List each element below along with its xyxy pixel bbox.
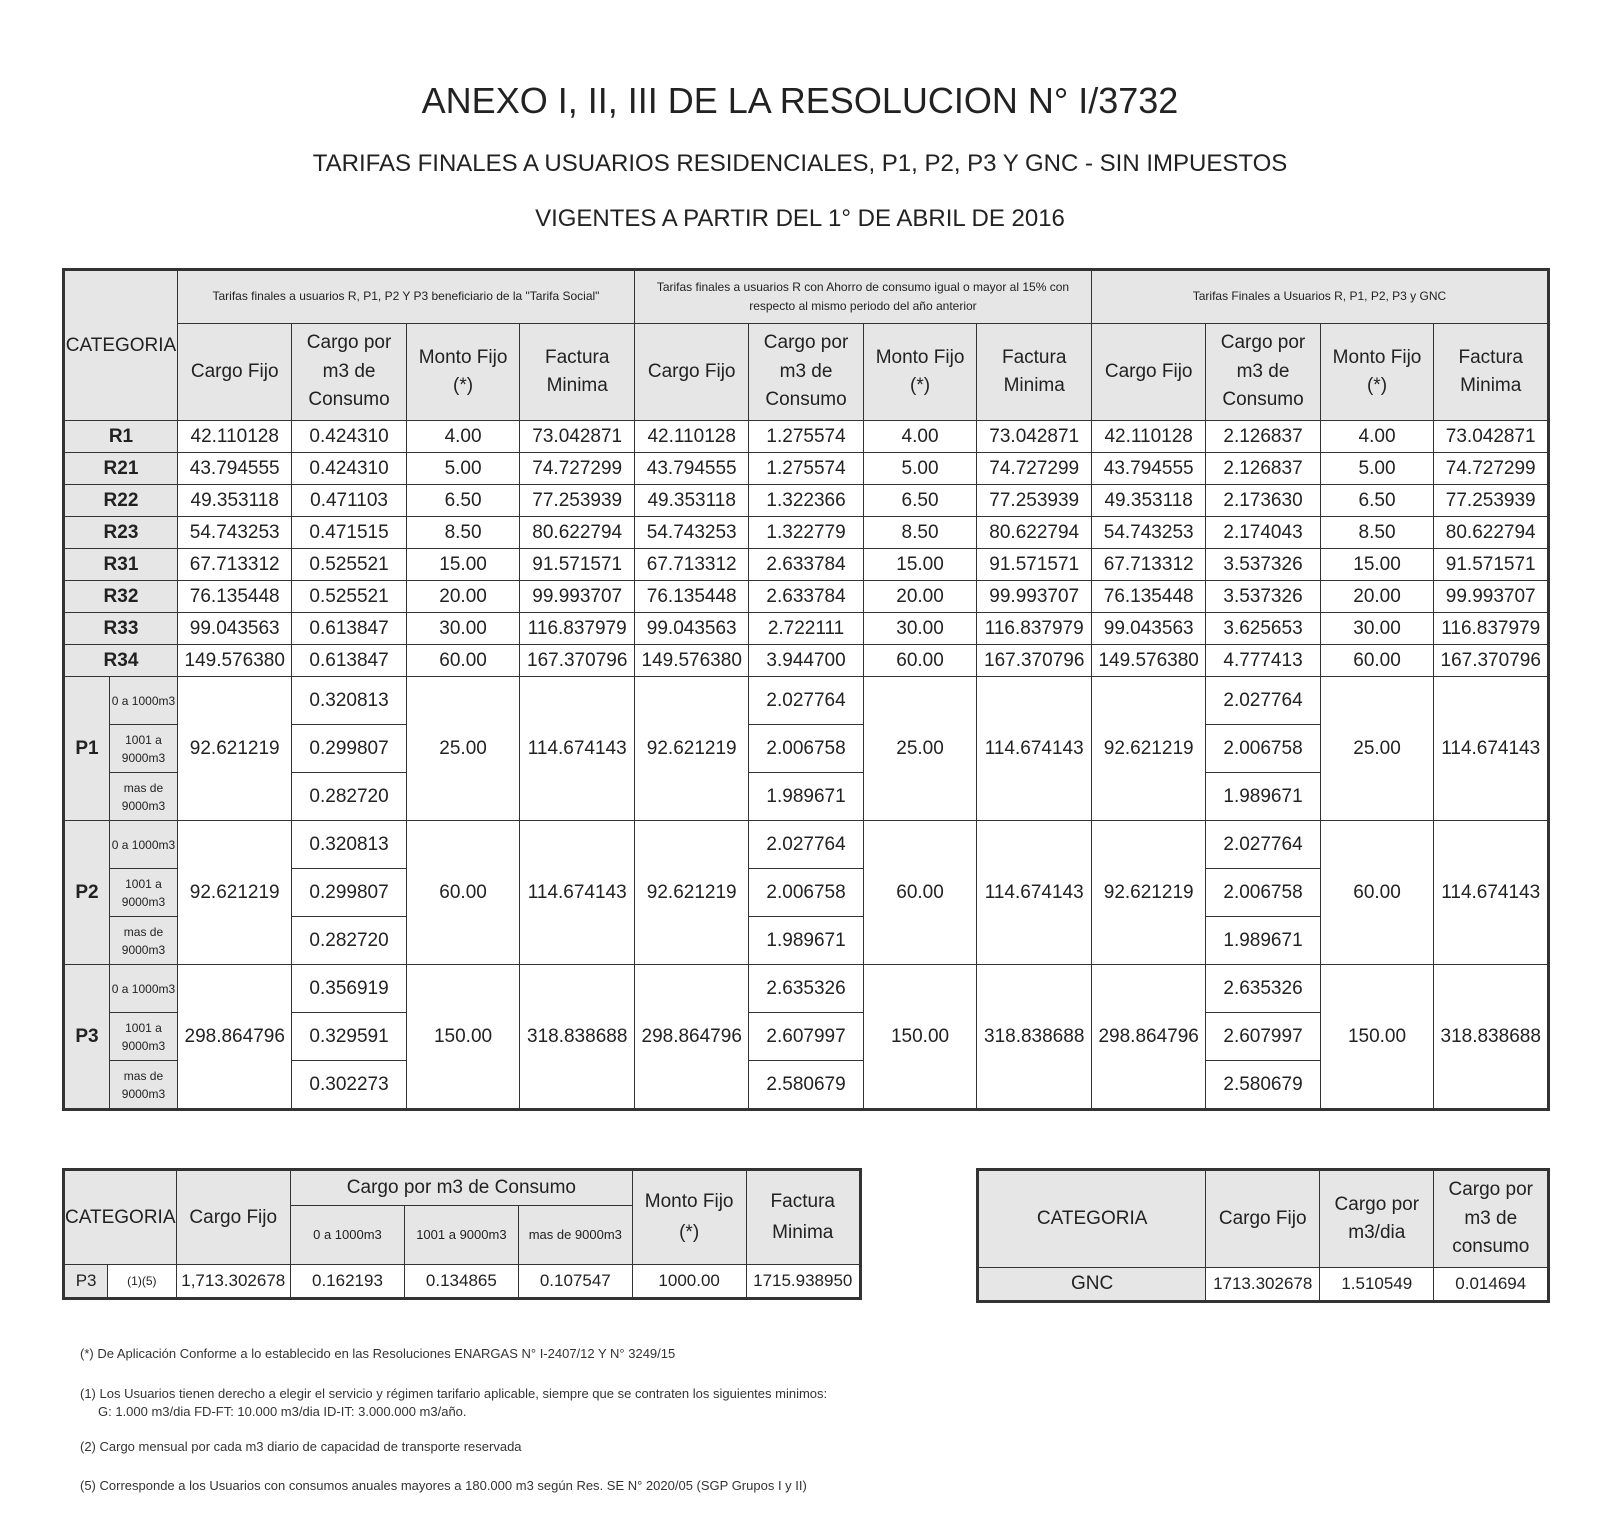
cell-value: 49.353118 bbox=[177, 485, 291, 517]
cell-value: 1715.938950 bbox=[746, 1265, 860, 1299]
column-header: Cargo Fijo bbox=[1091, 324, 1205, 421]
cell-value: 99.993707 bbox=[520, 581, 634, 613]
cell-value: 67.713312 bbox=[1091, 549, 1205, 581]
footnote: (*) De Aplicación Conforme a lo establecido en las Resoluciones ENARGAS N° I-2407/12 Y N° 3249/15 bbox=[80, 1346, 676, 1361]
cell-value: 0.525521 bbox=[292, 581, 406, 613]
cell-value: 0.299807 bbox=[292, 869, 406, 917]
cell-value: 0.162193 bbox=[291, 1265, 405, 1299]
range-label: 0 a 1000m3 bbox=[109, 821, 177, 869]
cell-value: 0.320813 bbox=[292, 677, 406, 725]
cell-value: 1,713.302678 bbox=[176, 1265, 291, 1299]
cell-value: 15.00 bbox=[863, 549, 977, 581]
cell-value: 54.743253 bbox=[177, 517, 291, 549]
cell-value: 114.674143 bbox=[977, 821, 1091, 965]
cell-value: 1.989671 bbox=[749, 773, 863, 821]
p3-special-table bbox=[62, 1168, 862, 1300]
cell-value: 8.50 bbox=[863, 517, 977, 549]
cell-value: 0.107547 bbox=[518, 1265, 632, 1299]
range-header: mas de 9000m3 bbox=[518, 1206, 632, 1265]
table-row bbox=[64, 821, 1549, 869]
cell-value: 0.014694 bbox=[1434, 1268, 1549, 1302]
cell-value: 60.00 bbox=[1320, 821, 1434, 965]
category-label: R22 bbox=[64, 485, 178, 517]
group-header-ahorro: Tarifas finales a usuarios R con Ahorro de consumo igual o mayor al 15% con respecto al mismo periodo del año anterior bbox=[634, 270, 1091, 324]
cell-value: 25.00 bbox=[863, 677, 977, 821]
cell-value: 30.00 bbox=[406, 613, 520, 645]
cell-value: 80.622794 bbox=[977, 517, 1091, 549]
cell-value: 2.027764 bbox=[749, 821, 863, 869]
cell-value: 2.126837 bbox=[1206, 421, 1320, 453]
cell-value: 116.837979 bbox=[520, 613, 634, 645]
cell-value: 2.006758 bbox=[1206, 869, 1320, 917]
cell-value: 167.370796 bbox=[520, 645, 634, 677]
cell-value: 0.471515 bbox=[292, 517, 406, 549]
cell-value: 60.00 bbox=[406, 645, 520, 677]
cell-value: 74.727299 bbox=[1434, 453, 1549, 485]
cell-value: 114.674143 bbox=[1434, 821, 1549, 965]
cell-value: 150.00 bbox=[863, 965, 977, 1110]
cell-value: 2.174043 bbox=[1206, 517, 1320, 549]
cell-value: 99.993707 bbox=[977, 581, 1091, 613]
cell-value: 92.621219 bbox=[634, 821, 748, 965]
cell-value: 2.006758 bbox=[749, 869, 863, 917]
cell-value: 2.006758 bbox=[749, 725, 863, 773]
cell-value: 318.838688 bbox=[1434, 965, 1549, 1110]
cell-value: 42.110128 bbox=[177, 421, 291, 453]
cell-value: 43.794555 bbox=[634, 453, 748, 485]
footnote: (1) Los Usuarios tienen derecho a elegir el servicio y régimen tarifario aplicable, siempre que se contraten los siguientes minimos: bbox=[80, 1386, 828, 1401]
cell-value: 116.837979 bbox=[1434, 613, 1549, 645]
group-header-tarifas-finales: Tarifas Finales a Usuarios R, P1, P2, P3 y GNC bbox=[1091, 270, 1548, 324]
cell-value: 149.576380 bbox=[634, 645, 748, 677]
cell-value: 3.944700 bbox=[749, 645, 863, 677]
gnc-table bbox=[976, 1168, 1550, 1303]
cell-value: 91.571571 bbox=[520, 549, 634, 581]
category-label: GNC bbox=[978, 1268, 1206, 1302]
range-label: mas de 9000m3 bbox=[109, 773, 177, 821]
cell-value: 43.794555 bbox=[1091, 453, 1205, 485]
cell-value: 42.110128 bbox=[634, 421, 748, 453]
footnote: G: 1.000 m3/dia FD-FT: 10.000 m3/dia ID-IT: 3.000.000 m3/año. bbox=[98, 1404, 467, 1419]
cell-value: 73.042871 bbox=[977, 421, 1091, 453]
category-label: P1 bbox=[64, 677, 110, 821]
range-header: 1001 a 9000m3 bbox=[404, 1206, 518, 1265]
range-header: 0 a 1000m3 bbox=[291, 1206, 405, 1265]
cell-value: 1.989671 bbox=[1206, 917, 1320, 965]
column-header: Cargo por m3 de Consumo bbox=[1206, 324, 1320, 421]
cell-value: 80.622794 bbox=[1434, 517, 1549, 549]
cell-value: 91.571571 bbox=[1434, 549, 1549, 581]
range-label: 0 a 1000m3 bbox=[109, 965, 177, 1013]
cargo-dia-header: Cargo por m3/dia bbox=[1320, 1170, 1434, 1268]
cell-value: 43.794555 bbox=[177, 453, 291, 485]
cell-value: 6.50 bbox=[863, 485, 977, 517]
cell-value: 0.424310 bbox=[292, 453, 406, 485]
cell-value: 76.135448 bbox=[177, 581, 291, 613]
cell-value: 150.00 bbox=[406, 965, 520, 1110]
range-label: 1001 a 9000m3 bbox=[109, 725, 177, 773]
cell-value: 73.042871 bbox=[520, 421, 634, 453]
column-header: Factura Minima bbox=[977, 324, 1091, 421]
cell-value: 8.50 bbox=[1320, 517, 1434, 549]
categoria-header: CATEGORIA bbox=[64, 270, 178, 421]
cell-value: 2.635326 bbox=[749, 965, 863, 1013]
cell-value: 2.027764 bbox=[1206, 821, 1320, 869]
cell-value: 2.607997 bbox=[1206, 1013, 1320, 1061]
cargo-consumo-header: Cargo por m3 de Consumo bbox=[291, 1170, 633, 1206]
cell-value: 30.00 bbox=[1320, 613, 1434, 645]
cell-value: 77.253939 bbox=[1434, 485, 1549, 517]
cargo-fijo-header: Cargo Fijo bbox=[1206, 1170, 1320, 1268]
cell-value: 20.00 bbox=[1320, 581, 1434, 613]
category-label: R32 bbox=[64, 581, 178, 613]
cell-value: 1.322779 bbox=[749, 517, 863, 549]
cell-value: 5.00 bbox=[1320, 453, 1434, 485]
cell-value: 318.838688 bbox=[520, 965, 634, 1110]
tariff-table bbox=[62, 268, 1550, 1111]
cell-value: 0.525521 bbox=[292, 549, 406, 581]
cell-value: 2.027764 bbox=[1206, 677, 1320, 725]
cell-value: 77.253939 bbox=[520, 485, 634, 517]
cell-value: 30.00 bbox=[863, 613, 977, 645]
cell-value: 5.00 bbox=[406, 453, 520, 485]
range-label: 1001 a 9000m3 bbox=[109, 1013, 177, 1061]
cell-value: 6.50 bbox=[406, 485, 520, 517]
cell-value: 1000.00 bbox=[632, 1265, 746, 1299]
cell-value: 0.356919 bbox=[292, 965, 406, 1013]
monto-fijo-header: Monto Fijo (*) bbox=[632, 1170, 746, 1265]
category-label: R31 bbox=[64, 549, 178, 581]
category-label: R23 bbox=[64, 517, 178, 549]
cell-value: 149.576380 bbox=[177, 645, 291, 677]
cell-value: 318.838688 bbox=[977, 965, 1091, 1110]
cell-value: 3.537326 bbox=[1206, 549, 1320, 581]
cell-value: 20.00 bbox=[406, 581, 520, 613]
column-header: Cargo por m3 de Consumo bbox=[749, 324, 863, 421]
cell-value: 0.134865 bbox=[404, 1265, 518, 1299]
cell-value: 92.621219 bbox=[1091, 821, 1205, 965]
cell-value: 4.777413 bbox=[1206, 645, 1320, 677]
cell-value: 60.00 bbox=[1320, 645, 1434, 677]
column-header: Factura Minima bbox=[1434, 324, 1549, 421]
cell-value: 20.00 bbox=[863, 581, 977, 613]
table-row bbox=[64, 421, 1549, 453]
cell-value: 3.537326 bbox=[1206, 581, 1320, 613]
table-row bbox=[64, 517, 1549, 549]
cargo-fijo-header: Cargo Fijo bbox=[176, 1170, 291, 1265]
category-label: R21 bbox=[64, 453, 178, 485]
table-row bbox=[64, 965, 1549, 1013]
cell-value: 167.370796 bbox=[1434, 645, 1549, 677]
cell-value: 3.625653 bbox=[1206, 613, 1320, 645]
column-header: Cargo Fijo bbox=[177, 324, 291, 421]
category-label: R34 bbox=[64, 645, 178, 677]
cell-value: 2.635326 bbox=[1206, 965, 1320, 1013]
category-label: P3 bbox=[64, 965, 110, 1110]
cell-value: 99.043563 bbox=[177, 613, 291, 645]
range-label: mas de 9000m3 bbox=[109, 1061, 177, 1110]
cell-value: 1.989671 bbox=[1206, 773, 1320, 821]
cell-value: 1.275574 bbox=[749, 453, 863, 485]
cell-value: 0.282720 bbox=[292, 773, 406, 821]
cell-value: 25.00 bbox=[1320, 677, 1434, 821]
cell-value: 92.621219 bbox=[177, 821, 291, 965]
cell-value: 76.135448 bbox=[634, 581, 748, 613]
cell-value: 92.621219 bbox=[1091, 677, 1205, 821]
cell-value: 150.00 bbox=[1320, 965, 1434, 1110]
cell-value: 60.00 bbox=[863, 821, 977, 965]
cell-value: 2.633784 bbox=[749, 549, 863, 581]
cell-value: 1713.302678 bbox=[1206, 1268, 1320, 1302]
column-header: Factura Minima bbox=[520, 324, 634, 421]
column-header: Monto Fijo (*) bbox=[1320, 324, 1434, 421]
cell-value: 114.674143 bbox=[520, 677, 634, 821]
column-header: Cargo por m3 de Consumo bbox=[292, 324, 406, 421]
cell-value: 91.571571 bbox=[977, 549, 1091, 581]
cell-value: 2.126837 bbox=[1206, 453, 1320, 485]
note-ref: (1)(5) bbox=[108, 1265, 176, 1299]
cell-value: 54.743253 bbox=[634, 517, 748, 549]
column-header: Cargo Fijo bbox=[634, 324, 748, 421]
cell-value: 15.00 bbox=[406, 549, 520, 581]
cell-value: 2.607997 bbox=[749, 1013, 863, 1061]
cell-value: 42.110128 bbox=[1091, 421, 1205, 453]
cell-value: 298.864796 bbox=[1091, 965, 1205, 1110]
cell-value: 67.713312 bbox=[177, 549, 291, 581]
cell-value: 0.282720 bbox=[292, 917, 406, 965]
cell-value: 4.00 bbox=[406, 421, 520, 453]
category-label: R33 bbox=[64, 613, 178, 645]
validity-date: VIGENTES A PARTIR DEL 1° DE ABRIL DE 2016 bbox=[535, 205, 1065, 232]
cell-value: 77.253939 bbox=[977, 485, 1091, 517]
table-row bbox=[64, 485, 1549, 517]
cell-value: 54.743253 bbox=[1091, 517, 1205, 549]
cell-value: 5.00 bbox=[863, 453, 977, 485]
cell-value: 8.50 bbox=[406, 517, 520, 549]
group-header-tarifa-social: Tarifas finales a usuarios R, P1, P2 Y P3 beneficiario de la "Tarifa Social" bbox=[177, 270, 634, 324]
range-label: mas de 9000m3 bbox=[109, 917, 177, 965]
table-row bbox=[64, 613, 1549, 645]
table-row bbox=[64, 677, 1549, 725]
categoria-header: CATEGORIA bbox=[64, 1170, 177, 1265]
cell-value: 298.864796 bbox=[177, 965, 291, 1110]
cell-value: 298.864796 bbox=[634, 965, 748, 1110]
cell-value: 60.00 bbox=[406, 821, 520, 965]
factura-minima-header: Factura Minima bbox=[746, 1170, 860, 1265]
cell-value: 99.043563 bbox=[634, 613, 748, 645]
cell-value: 74.727299 bbox=[520, 453, 634, 485]
range-label: 0 a 1000m3 bbox=[109, 677, 177, 725]
cell-value: 0.299807 bbox=[292, 725, 406, 773]
table-row bbox=[64, 581, 1549, 613]
cell-value: 114.674143 bbox=[520, 821, 634, 965]
cell-value: 73.042871 bbox=[1434, 421, 1549, 453]
cell-value: 0.302273 bbox=[292, 1061, 406, 1110]
cell-value: 0.329591 bbox=[292, 1013, 406, 1061]
cell-value: 0.613847 bbox=[292, 645, 406, 677]
cell-value: 2.580679 bbox=[1206, 1061, 1320, 1110]
cell-value: 2.722111 bbox=[749, 613, 863, 645]
cell-value: 2.633784 bbox=[749, 581, 863, 613]
footnote: (2) Cargo mensual por cada m3 diario de capacidad de transporte reservada bbox=[80, 1439, 522, 1454]
cell-value: 76.135448 bbox=[1091, 581, 1205, 613]
page-title: ANEXO I, II, III DE LA RESOLUCION N° I/3732 bbox=[421, 80, 1179, 121]
cell-value: 167.370796 bbox=[977, 645, 1091, 677]
table-row bbox=[64, 645, 1549, 677]
category-label: P3 bbox=[64, 1265, 108, 1299]
page-subtitle: TARIFAS FINALES A USUARIOS RESIDENCIALES, P1, P2, P3 Y GNC - SIN IMPUESTOS bbox=[312, 150, 1288, 177]
cell-value: 149.576380 bbox=[1091, 645, 1205, 677]
cell-value: 1.510549 bbox=[1320, 1268, 1434, 1302]
cell-value: 99.043563 bbox=[1091, 613, 1205, 645]
cell-value: 0.320813 bbox=[292, 821, 406, 869]
cell-value: 2.580679 bbox=[749, 1061, 863, 1110]
cell-value: 2.027764 bbox=[749, 677, 863, 725]
cell-value: 49.353118 bbox=[1091, 485, 1205, 517]
cell-value: 2.173630 bbox=[1206, 485, 1320, 517]
footnote: (5) Corresponde a los Usuarios con consumos anuales mayores a 180.000 m3 según Res. SE N° 2020/05 (SGP Grupos I y II) bbox=[80, 1478, 807, 1493]
cell-value: 60.00 bbox=[863, 645, 977, 677]
cell-value: 1.989671 bbox=[749, 917, 863, 965]
cell-value: 15.00 bbox=[1320, 549, 1434, 581]
cell-value: 80.622794 bbox=[520, 517, 634, 549]
table-row bbox=[64, 1265, 861, 1299]
category-label: R1 bbox=[64, 421, 178, 453]
cell-value: 0.613847 bbox=[292, 613, 406, 645]
cell-value: 67.713312 bbox=[634, 549, 748, 581]
column-header: Monto Fijo (*) bbox=[406, 324, 520, 421]
cell-value: 49.353118 bbox=[634, 485, 748, 517]
cell-value: 4.00 bbox=[863, 421, 977, 453]
cell-value: 92.621219 bbox=[177, 677, 291, 821]
table-row bbox=[64, 549, 1549, 581]
table-row bbox=[978, 1268, 1549, 1302]
cell-value: 4.00 bbox=[1320, 421, 1434, 453]
cell-value: 114.674143 bbox=[977, 677, 1091, 821]
cell-value: 1.322366 bbox=[749, 485, 863, 517]
column-header: Monto Fijo (*) bbox=[863, 324, 977, 421]
cell-value: 2.006758 bbox=[1206, 725, 1320, 773]
cell-value: 6.50 bbox=[1320, 485, 1434, 517]
cell-value: 74.727299 bbox=[977, 453, 1091, 485]
range-label: 1001 a 9000m3 bbox=[109, 869, 177, 917]
categoria-header: CATEGORIA bbox=[978, 1170, 1206, 1268]
cell-value: 114.674143 bbox=[1434, 677, 1549, 821]
cell-value: 1.275574 bbox=[749, 421, 863, 453]
cell-value: 116.837979 bbox=[977, 613, 1091, 645]
cell-value: 92.621219 bbox=[634, 677, 748, 821]
cargo-consumo-header: Cargo por m3 de consumo bbox=[1434, 1170, 1549, 1268]
cell-value: 0.424310 bbox=[292, 421, 406, 453]
table-row bbox=[64, 453, 1549, 485]
cell-value: 0.471103 bbox=[292, 485, 406, 517]
category-label: P2 bbox=[64, 821, 110, 965]
cell-value: 99.993707 bbox=[1434, 581, 1549, 613]
cell-value: 25.00 bbox=[406, 677, 520, 821]
